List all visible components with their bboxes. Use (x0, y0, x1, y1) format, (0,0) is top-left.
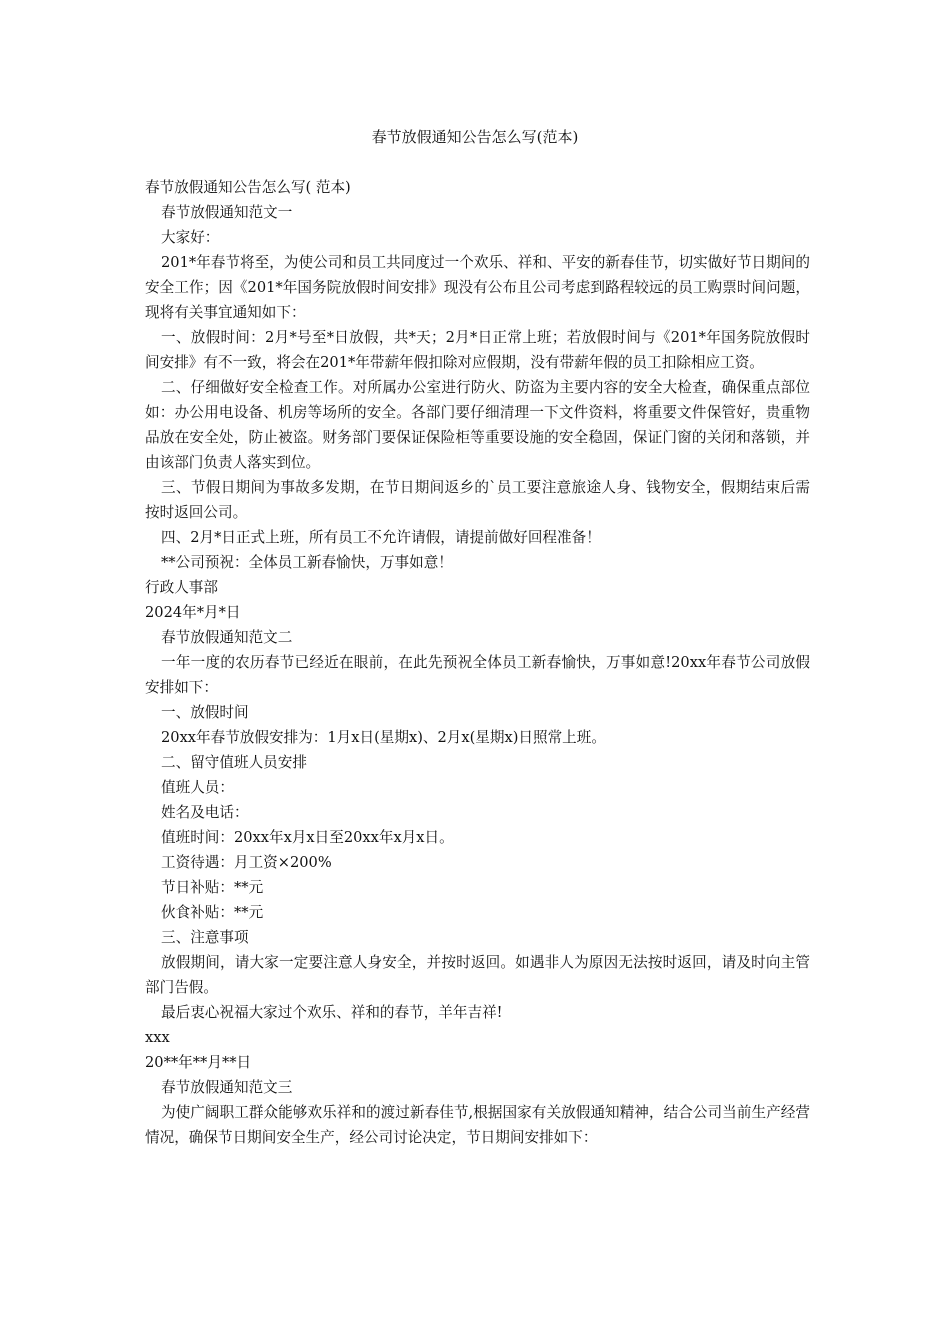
line-duty-staff: 值班人员： (161, 779, 234, 796)
paragraph-item-4: 四、2月*日正式上班，所有员工不允许请假，请提前做好回程准备！ (161, 529, 601, 546)
line-meal-allowance: 伙食补贴：**元 (161, 904, 264, 921)
paragraph-wishes: **公司预祝：全体员工新春愉快，万事如意！ (161, 554, 453, 571)
doc-heading: 春节放假通知公告怎么写( 范本) (145, 179, 351, 196)
line-name-phone: 姓名及电话： (161, 804, 249, 821)
signature-name: xxx (145, 1029, 170, 1046)
document-body (145, 175, 810, 1150)
line-salary: 工资待遇：月工资×200% (161, 854, 332, 871)
subheading-duty-staff: 二、留守值班人员安排 (161, 754, 307, 771)
paragraph-notes: 放假期间，请大家一定要注意人身安全，并按时返回。如遇非人为原因无法按时返回，请及时向主管部门告假。 (145, 954, 810, 996)
paragraph-item-2: 二、仔细做好安全检查工作。对所属办公室进行防火、防盗为主要内容的安全大检查，确保重点部位如：办公用电设备、机房等场所的安全。各部门要仔细清理一下文件资料，将重要文件保管好，贵重物品放在安全处，防止被盗。财务部门要保证保险柜等重要设施的安全稳固，保证门窗的关闭和落锁，并由该部门负责人落实到位。 (145, 379, 810, 471)
paragraph-holiday-schedule: 20xx年春节放假安排为：1月x日(星期x)、2月x(星期x)日照常上班。 (161, 729, 606, 746)
line-holiday-allowance: 节日补贴：**元 (161, 879, 264, 896)
subheading-holiday-time: 一、放假时间 (161, 704, 249, 721)
paragraph-blessing: 最后衷心祝福大家过个欢乐、祥和的春节，羊年吉祥! (161, 1004, 503, 1021)
paragraph-sample-3-intro: 为使广阔职工群众能够欢乐祥和的渡过新春佳节,根据国家有关放假通知精神，结合公司当前生产经营情况，确保节日期间安全生产，经公司讨论决定，节日期间安排如下： (145, 1104, 810, 1146)
signature-department: 行政人事部 (145, 579, 218, 596)
section-heading-sample-2: 春节放假通知范文二 (161, 629, 293, 646)
greeting: 大家好： (161, 229, 220, 246)
paragraph-sample-2-intro: 一年一度的农历春节已经近在眼前，在此先预祝全体员工新春愉快，万事如意!20xx年春节公司放假安排如下： (145, 654, 810, 696)
section-heading-sample-3: 春节放假通知范文三 (161, 1079, 293, 1096)
signature-date: 2024年*月*日 (145, 604, 241, 621)
paragraph-item-3: 三、节假日期间为事故多发期，在节日期间返乡的`员工要注意旅途人身、钱物安全，假期结束后需按时返回公司。 (145, 479, 810, 521)
line-duty-time: 值班时间：20xx年x月x日至20xx年x月x日。 (161, 829, 454, 846)
section-heading-sample-1: 春节放假通知范文一 (161, 204, 293, 221)
signature-date-2: 20**年**月**日 (145, 1054, 252, 1071)
paragraph-item-1: 一、放假时间：2月*号至*日放假，共*天；2月*日正常上班；若放假时间与《201*年国务院放假时间安排》有不一致，将会在201*年带薪年假扣除对应假期，没有带薪年假的员工扣除相应工资。 (145, 329, 810, 371)
document-title: 春节放假通知公告怎么写(范本) (371, 128, 579, 146)
subheading-notes: 三、注意事项 (161, 929, 249, 946)
paragraph-intro: 201*年春节将至，为使公司和员工共同度过一个欢乐、祥和、平安的新春佳节，切实做好节日期间的安全工作；因《201*年国务院放假时间安排》现没有公布且公司考虑到路程较远的员工购票时间问题，现将有关事宜通知如下： (145, 254, 810, 321)
